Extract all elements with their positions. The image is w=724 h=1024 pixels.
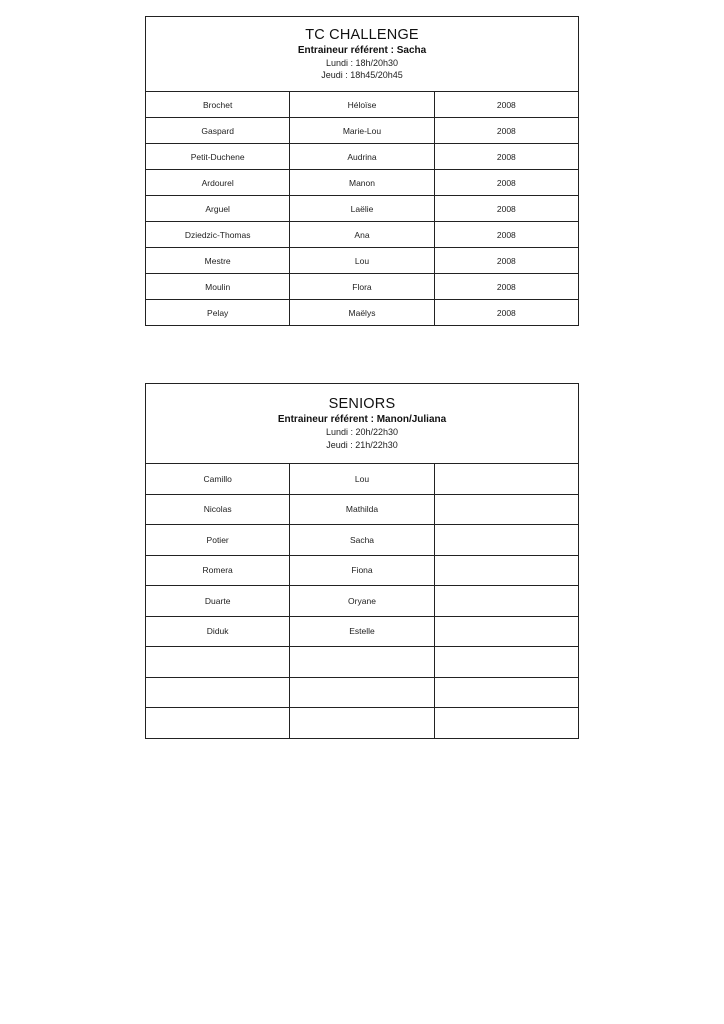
schedule-thursday: Jeudi : 18h45/20h45 — [321, 70, 403, 80]
birth-year-cell — [434, 616, 578, 647]
first-name-cell: Lou — [290, 464, 434, 495]
first-name-cell: Oryane — [290, 586, 434, 617]
birth-year-cell: 2008 — [434, 274, 578, 300]
last-name-cell: Camillo — [146, 464, 290, 495]
last-name-cell: Gaspard — [146, 118, 290, 144]
table-row — [146, 555, 579, 586]
birth-year-cell: 2008 — [434, 196, 578, 222]
group-seniors — [145, 383, 579, 739]
last-name-cell: Mestre — [146, 248, 290, 274]
schedule-monday: Lundi : 20h/22h30 — [325, 427, 399, 437]
birth-year-cell — [434, 677, 578, 708]
table-row — [146, 144, 579, 170]
table-row — [146, 274, 579, 300]
last-name-cell — [146, 647, 290, 678]
table-row — [146, 494, 579, 525]
first-name-cell — [290, 647, 434, 678]
table-row — [146, 616, 579, 647]
table-row — [146, 222, 579, 248]
birth-year-cell — [434, 555, 578, 586]
first-name-cell — [290, 708, 434, 739]
table-row — [146, 248, 579, 274]
table-row — [146, 300, 579, 326]
last-name-cell: Romera — [146, 555, 290, 586]
birth-year-cell — [434, 494, 578, 525]
birth-year-cell — [434, 647, 578, 678]
last-name-cell: Diduk — [146, 616, 290, 647]
birth-year-cell: 2008 — [434, 170, 578, 196]
group-tc-challenge — [145, 16, 579, 326]
coach-label: Entraineur référent : Manon/Juliana — [277, 414, 447, 425]
first-name-cell: Fiona — [290, 555, 434, 586]
table-row — [146, 525, 579, 556]
table-row — [146, 647, 579, 678]
first-name-cell: Ana — [290, 222, 434, 248]
birth-year-cell — [434, 464, 578, 495]
table-row — [146, 677, 579, 708]
last-name-cell — [146, 708, 290, 739]
table-row — [146, 708, 579, 739]
last-name-cell: Duarte — [146, 586, 290, 617]
table-row — [146, 464, 579, 495]
first-name-cell: Héloïse — [290, 92, 434, 118]
birth-year-cell — [434, 525, 578, 556]
birth-year-cell: 2008 — [434, 248, 578, 274]
table-header — [146, 17, 579, 92]
first-name-cell: Audrina — [290, 144, 434, 170]
last-name-cell: Brochet — [146, 92, 290, 118]
schedule-monday: Lundi : 18h/20h30 — [325, 57, 399, 68]
last-name-cell: Potier — [146, 525, 290, 556]
first-name-cell: Manon — [290, 170, 434, 196]
group-title: TC CHALLENGE — [305, 26, 419, 43]
last-name-cell: Ardourel — [146, 170, 290, 196]
table-row — [146, 118, 579, 144]
first-name-cell: Estelle — [290, 616, 434, 647]
table-row — [146, 170, 579, 196]
last-name-cell — [146, 677, 290, 708]
group-title: SENIORS — [328, 396, 396, 412]
last-name-cell: Nicolas — [146, 494, 290, 525]
table-row — [146, 92, 579, 118]
birth-year-cell: 2008 — [434, 118, 578, 144]
first-name-cell: Lou — [290, 248, 434, 274]
last-name-cell: Pelay — [146, 300, 290, 326]
last-name-cell: Petit-Duchene — [146, 144, 290, 170]
birth-year-cell: 2008 — [434, 92, 578, 118]
birth-year-cell: 2008 — [434, 222, 578, 248]
last-name-cell: Moulin — [146, 274, 290, 300]
coach-label: Entraineur référent : Sacha — [297, 44, 427, 56]
birth-year-cell: 2008 — [434, 144, 578, 170]
birth-year-cell — [434, 708, 578, 739]
first-name-cell: Maëlys — [290, 300, 434, 326]
table-row — [146, 586, 579, 617]
first-name-cell — [290, 677, 434, 708]
last-name-cell: Arguel — [146, 196, 290, 222]
last-name-cell: Dziedzic-Thomas — [146, 222, 290, 248]
birth-year-cell: 2008 — [434, 300, 578, 326]
table-header — [146, 384, 579, 464]
first-name-cell: Sacha — [290, 525, 434, 556]
table-row — [146, 196, 579, 222]
first-name-cell: Marie-Lou — [290, 118, 434, 144]
first-name-cell: Laëlie — [290, 196, 434, 222]
schedule-thursday: Jeudi : 21h/22h30 — [326, 439, 398, 450]
roster-table — [145, 383, 579, 739]
roster-table — [145, 16, 579, 326]
first-name-cell: Flora — [290, 274, 434, 300]
first-name-cell: Mathilda — [290, 494, 434, 525]
birth-year-cell — [434, 586, 578, 617]
